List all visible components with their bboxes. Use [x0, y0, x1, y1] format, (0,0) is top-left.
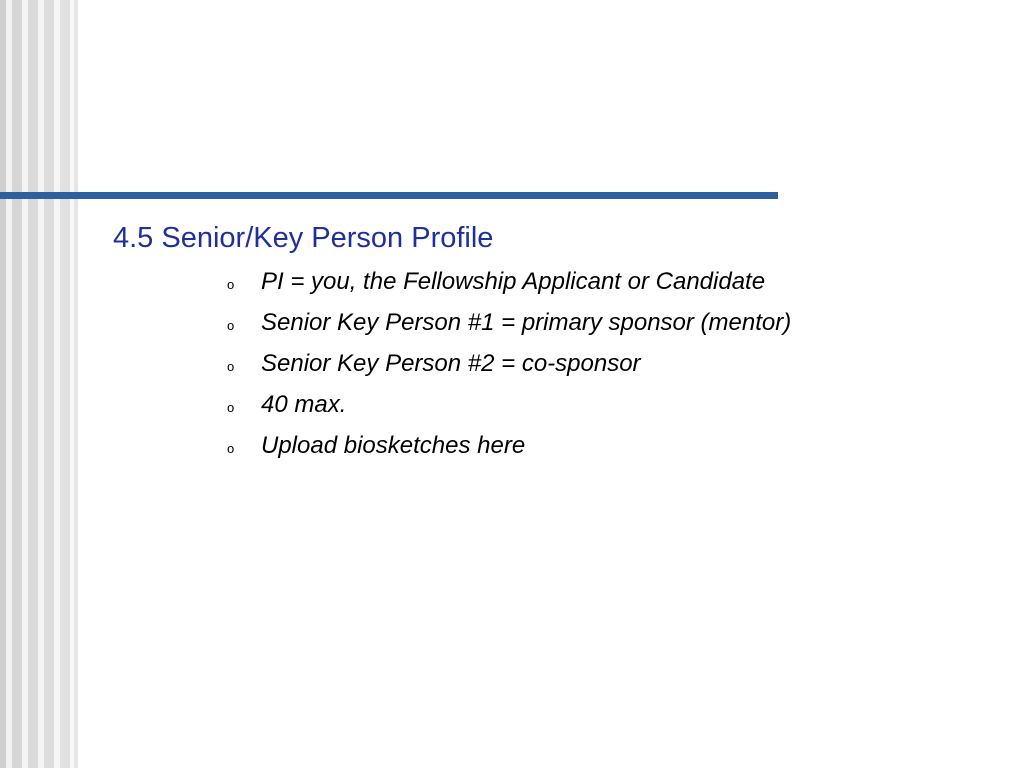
list-item: [227, 268, 791, 309]
bullet-text: Senior Key Person #2 = co-sponsor: [261, 350, 641, 377]
bullet-marker: o: [227, 277, 235, 292]
bullet-text: PI = you, the Fellowship Applicant or Candidate: [261, 268, 766, 295]
bullet-marker: o: [227, 400, 235, 415]
bullet-text: 40 max.: [261, 391, 347, 418]
bullet-marker: o: [227, 441, 235, 456]
bullet-list: [227, 268, 791, 473]
bullet-text: Upload biosketches here: [261, 432, 526, 459]
list-item: [227, 391, 791, 432]
list-item: [227, 309, 791, 350]
slide-title: 4.5 Senior/Key Person Profile: [113, 222, 494, 254]
title-rule: [0, 192, 778, 199]
bullet-text: Senior Key Person #1 = primary sponsor (mentor): [261, 309, 792, 336]
decorative-stripes: [0, 0, 78, 768]
bullet-marker: o: [227, 359, 235, 374]
bullet-marker: o: [227, 318, 235, 333]
list-item: [227, 350, 791, 391]
list-item: [227, 432, 791, 473]
